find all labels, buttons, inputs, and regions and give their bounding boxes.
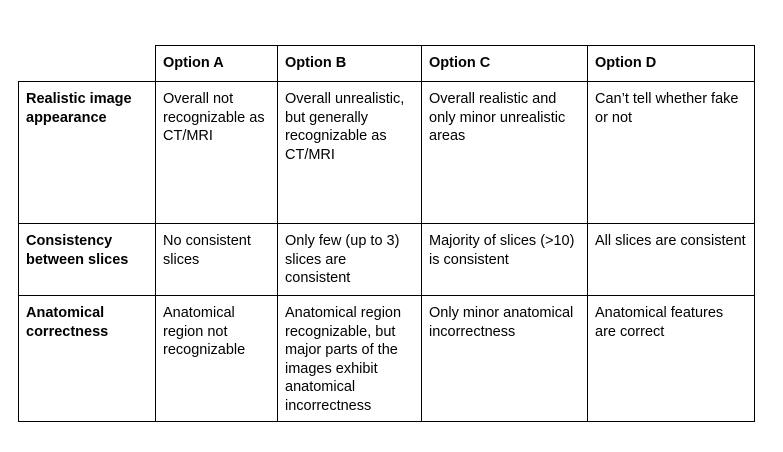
cell-consistency-option-d: All slices are consistent — [588, 224, 755, 296]
header-option-c: Option C — [422, 46, 588, 82]
cell-anatomical-option-d: Anatomical features are correct — [588, 296, 755, 422]
cell-consistency-option-c: Majority of slices (>10) is consistent — [422, 224, 588, 296]
table-row — [19, 82, 755, 224]
cell-anatomical-option-c: Only minor anatomical incorrectness — [422, 296, 588, 422]
rating-rubric-table — [18, 45, 755, 422]
header-option-b: Option B — [278, 46, 422, 82]
empty-corner-cell — [19, 46, 156, 82]
cell-realistic-option-b: Overall unrealistic, but generally recognizable as CT/MRI — [278, 82, 422, 224]
row-label-consistency: Consistency between slices — [19, 224, 156, 296]
cell-realistic-option-c: Overall realistic and only minor unrealistic areas — [422, 82, 588, 224]
cell-anatomical-option-b: Anatomical region recognizable, but major parts of the images exhibit anatomical incorrectness — [278, 296, 422, 422]
cell-realistic-option-d: Can’t tell whether fake or not — [588, 82, 755, 224]
header-option-a: Option A — [156, 46, 278, 82]
cell-consistency-option-b: Only few (up to 3) slices are consistent — [278, 224, 422, 296]
row-label-realistic-appearance: Realistic image appearance — [19, 82, 156, 224]
cell-anatomical-option-a: Anatomical region not recognizable — [156, 296, 278, 422]
table-row — [19, 224, 755, 296]
header-option-d: Option D — [588, 46, 755, 82]
cell-consistency-option-a: No consistent slices — [156, 224, 278, 296]
cell-realistic-option-a: Overall not recognizable as CT/MRI — [156, 82, 278, 224]
table-row — [19, 296, 755, 422]
row-label-anatomical-correctness: Anatomical correctness — [19, 296, 156, 422]
header-row — [19, 46, 755, 82]
